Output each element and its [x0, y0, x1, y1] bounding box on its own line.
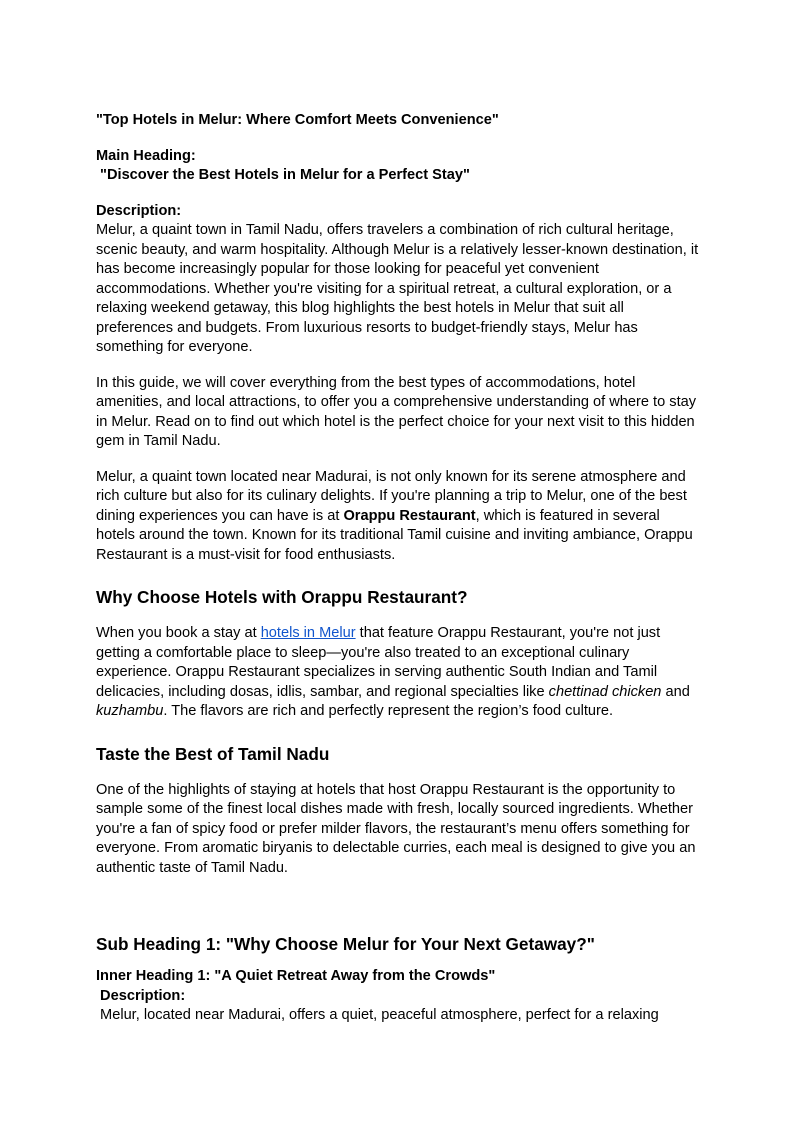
orappu-restaurant-bold: Orappu Restaurant [343, 507, 476, 524]
main-heading-label: Main Heading: [96, 147, 196, 164]
sub-heading-1: Sub Heading 1: "Why Choose Melur for Your Next Getaway?" [96, 934, 595, 954]
why-text-middle: that feature Orappu Restaurant, you're not just getting a comfortable place to sleep—you're also treated to an exceptional culinary experience. Orappu Restaurant specializes in serving authentic South Indian and Tamil delicacies, including dosas, idlis, sambar, and regional specialties like [96, 625, 661, 700]
inner-description-text: Melur, located near Madurai, offers a quiet, peaceful atmosphere, perfect for a relaxing [96, 1007, 659, 1023]
orappu-text-after: , which is featured in several hotels around the town. Known for its traditional Tamil cuisine and inviting ambiance, Orappu Restaurant is a must-visit for food enthusiasts. [96, 507, 693, 563]
orappu-text-before: Melur, a quaint town located near Madurai, is not only known for its serene atmosphere and rich culture but also for its culinary delights. If you're planning a trip to Melur, one of the best dining experiences you can have is at [96, 468, 687, 524]
inner-heading-1: Inner Heading 1: "A Quiet Retreat Away from the Crowds" [96, 968, 496, 984]
description-block [96, 202, 700, 358]
why-text-and: and [661, 683, 690, 700]
why-choose-paragraph [96, 624, 700, 722]
hotels-in-melur-link[interactable]: hotels in Melur [260, 625, 356, 641]
why-text-before: When you book a stay at [96, 625, 261, 641]
main-heading-block [96, 147, 700, 186]
guide-paragraph: In this guide, we will cover everything from the best types of accommodations, hotel amenities, and local attractions, to offer you a comprehensive understanding of where to stay in Melur. Read on to find out which hotel is the perfect choice for your next visit to this hidden gem in Tamil Nadu. [96, 374, 697, 449]
chettinad-chicken-italic: chettinad chicken [548, 683, 662, 700]
why-choose-heading: Why Choose Hotels with Orappu Restaurant? [96, 587, 468, 607]
taste-heading: Taste the Best of Tamil Nadu [96, 743, 330, 764]
kuzhambu-italic: kuzhambu [96, 703, 164, 719]
description-text: Melur, a quaint town in Tamil Nadu, offers travelers a combination of rich cultural heritage, scenic beauty, and warm hospitality. Although Melur is a relatively lesser-known destination, it has become increasingly popular for those looking for peaceful yet convenient accommodations. Whether you're visiting for a spiritual retreat, a cultural exploration, or a relaxing weekend getaway, this blog highlights the best hotels in Melur that suit all preferences and budgets. From luxurious resorts to budget-friendly stays, Melur has something for everyone. [96, 222, 699, 355]
orappu-paragraph [96, 468, 700, 566]
taste-paragraph: One of the highlights of staying at hotels that host Orappu Restaurant is the opportunity to sample some of the finest local dishes made with fresh, locally sourced ingredients. Whether you're a fan of spicy food or prefer milder flavors, the restaurant’s menu offers something for everyone. From aromatic biryanis to delectable curries, each meal is designed to give you an authentic taste of Tamil Nadu. [96, 781, 696, 876]
why-text-after: . The flavors are rich and perfectly represent the region’s food culture. [163, 703, 614, 719]
description-label: Description: [96, 202, 182, 219]
inner-description-label: Description: [96, 987, 186, 1004]
main-heading-text: "Discover the Best Hotels in Melur for a Perfect Stay" [96, 167, 470, 183]
document-body [96, 111, 700, 1026]
document-title: "Top Hotels in Melur: Where Comfort Meets Convenience" [96, 112, 499, 128]
